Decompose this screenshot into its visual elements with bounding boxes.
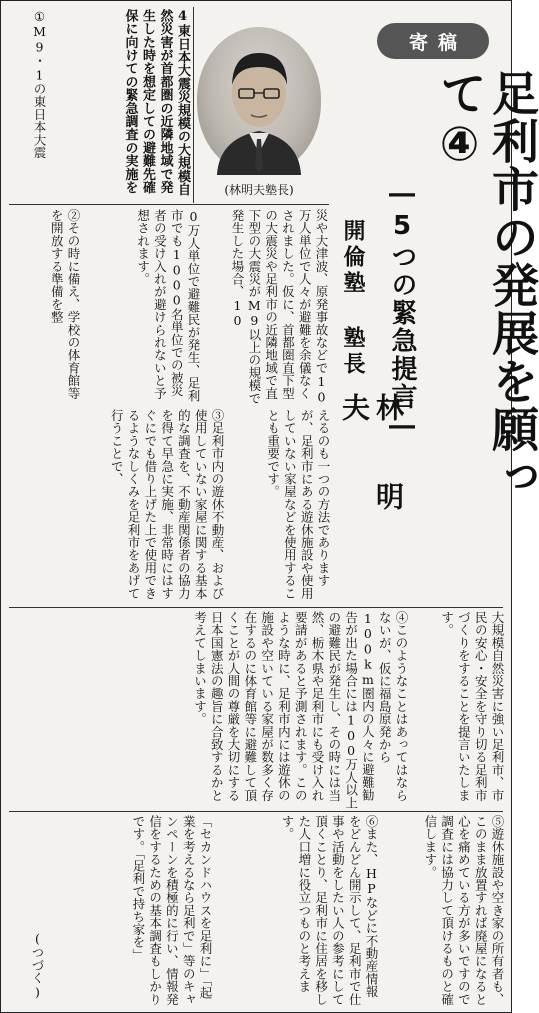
subheading-column: 4東日本大震災規模の大規模自然災害が首都圏の近隣地域で発生した時を想定しての避難先確保に向けての緊急調査の実施を: [122, 9, 190, 196]
continued-note: (つづく): [30, 931, 45, 1000]
text-column: ②その時に備え、学校の体育館等を開放する準備を整: [49, 209, 81, 400]
portrait-image: [197, 27, 321, 175]
photo-caption: (林明夫塾長): [224, 183, 294, 197]
text-column: ③足利市内の遊休不動産、および使用していない家屋に関する基本的な調査を、不動産関係者の協力を得て早急に実施、非常時にはすぐにでも借り上げた上で使用できるようなしくみを足利市をあげて行うことで、: [109, 409, 225, 600]
subheadline: ―5つの緊急提言―: [387, 179, 417, 443]
author-photo: [197, 27, 321, 175]
text-column: 「セカンドハウスを足利に」「起業を考えるなら足利で」等のキャンペーンを積極的に行い、情報発信をするための基本調査もしかりです。「足利で持ち家を」: [130, 815, 213, 1006]
text-column: ⑤遊休施設や空き家の所有者も、このまま放置すれば廃屋になると心を痛めている方が多いですので調査には協力して頂けるものと確信します。: [422, 815, 505, 1006]
text-column: 0万人単位で避難民が発生、足利市でも1000名単位での被災者の受け入れが避けられないと予想されます。: [135, 209, 201, 402]
text-column: ④このようなことはあってはならないが、仮に福島原発から100km圏内の人々に避難勧告が出た場合には100万人以上の避難民が発生し、その時には当然、栃木県や足利市にも受け入れ要請があると予測されます。このような時に、足利市内には遊休の施設や空いている家屋が数多く存在するのに体育館等に避難して頂くことが人間の尊厳を大切にする日本国憲法の趣旨に合致するかと考えてしまいます。: [192, 611, 409, 809]
contribution-badge: 寄稿: [377, 23, 489, 59]
author-title: 開倫塾 塾長: [340, 219, 365, 378]
row-divider: [9, 607, 503, 608]
row-divider: [9, 811, 503, 812]
text-column: えるのも一つの方法でありますが、足利市にある遊休施設や使用していない家屋などを使用することも重要です。: [265, 409, 331, 600]
text-column: ⑥また、HPなどに不動産情報をどんどん開示して、足利市で仕事や活動をしたい人の参考にして頂くことり、足利市に住居を移した人口増に役立つものと考えます。: [280, 815, 379, 1006]
row-divider: [9, 204, 329, 205]
author-name: 林 明 夫: [338, 393, 405, 524]
headline: 足利市の発展を願って④: [432, 69, 539, 501]
column-divider: [193, 7, 194, 203]
text-column: ①M9・1の東日本大震: [32, 9, 47, 159]
text-column: 災や大津波、原発事故などで10万人単位で人々が避難を余儀なくされました。仮に、首都圏直下型の大震災や足利市の近隣地域で直下型の大震災がM9以上の規模で発生した場合、10: [230, 209, 329, 405]
text-column: 大規模自然災害に強い足利市、市民の安心・安全を守り切る足利市づくりをすることを提言いたします。: [439, 611, 505, 802]
